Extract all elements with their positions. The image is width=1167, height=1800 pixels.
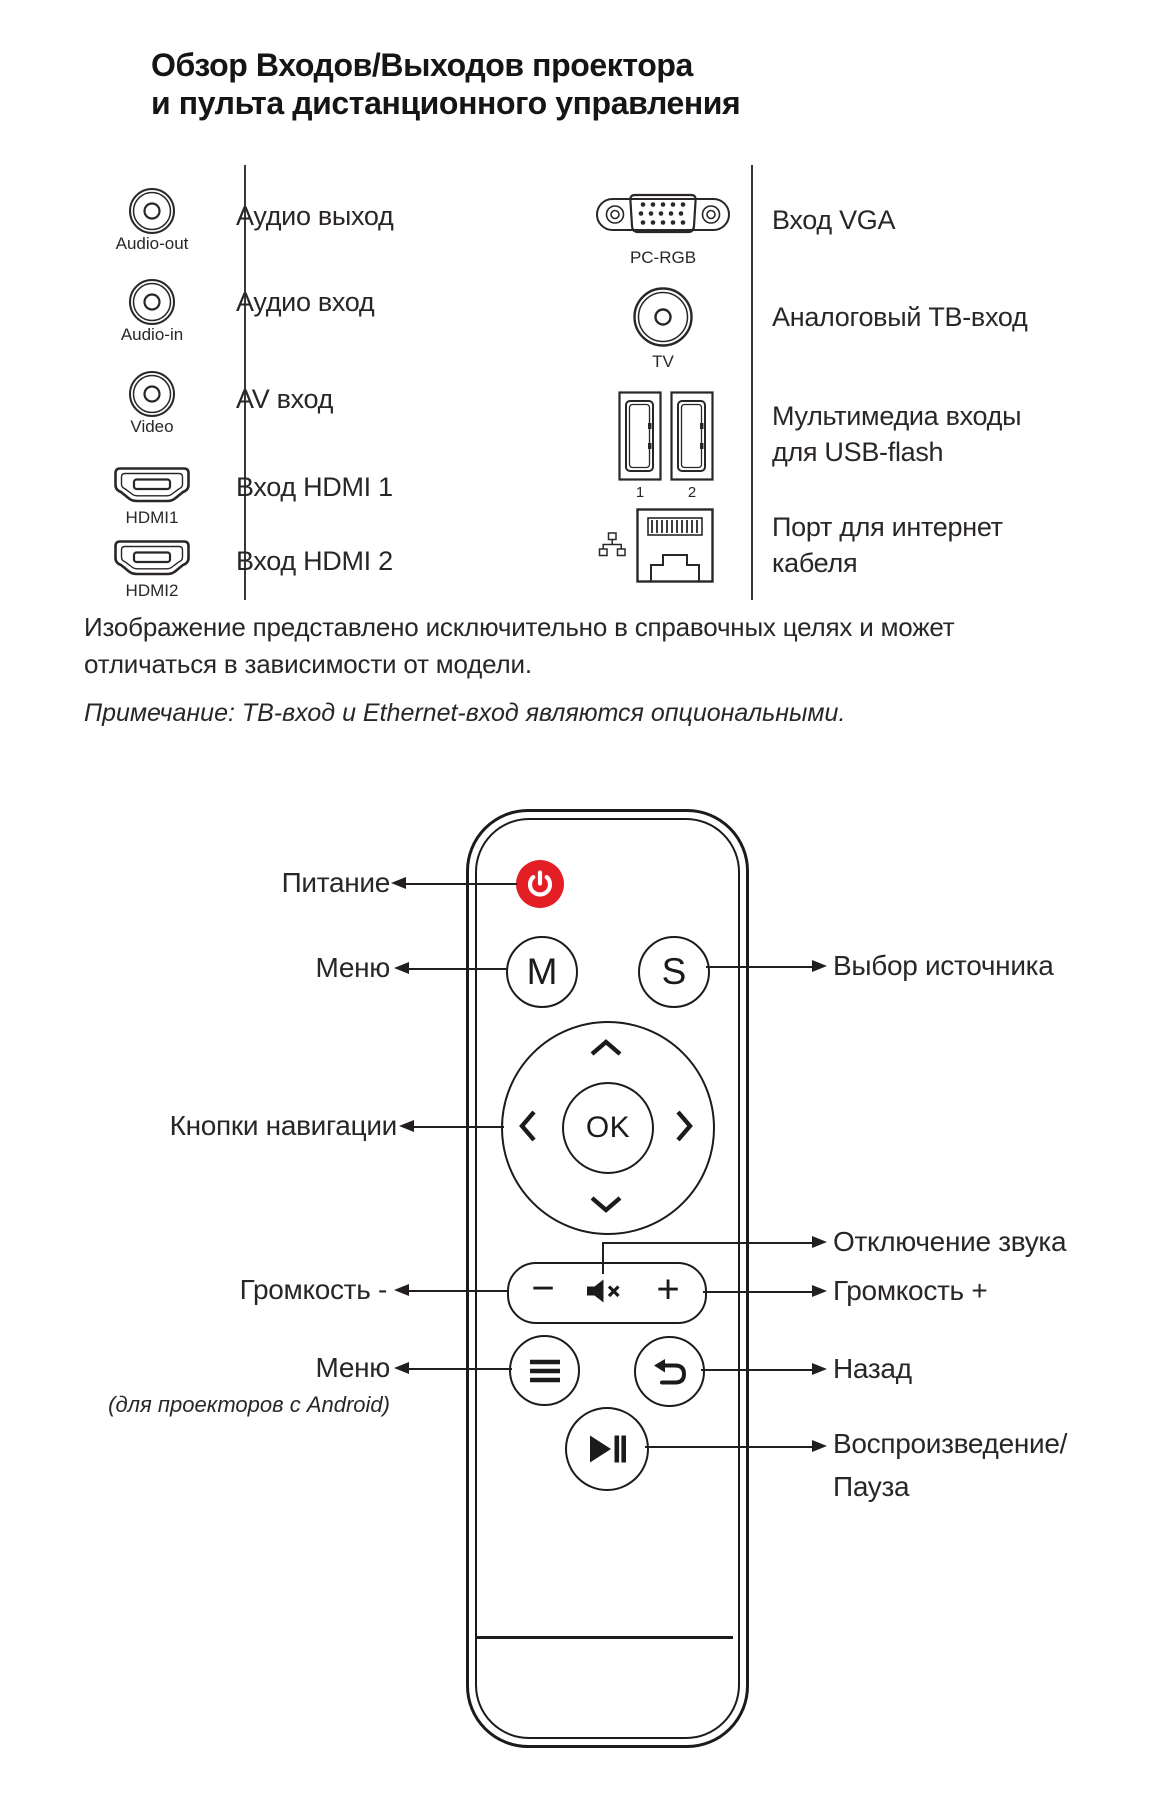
arrow-line-mute (602, 1242, 812, 1244)
vga-icon (594, 186, 732, 244)
play-pause-button (565, 1407, 649, 1491)
audio-in-label: Аудио вход (236, 287, 375, 317)
label-volume-up: Громкость + (833, 1275, 988, 1306)
arrow-head-mute (812, 1236, 827, 1248)
nav-left-icon (518, 1108, 538, 1144)
usb-port2-icon (670, 391, 714, 481)
arrow-head-volume-up (812, 1285, 827, 1297)
nav-down-icon (588, 1194, 624, 1214)
arrow-line-menu-android (407, 1368, 512, 1370)
nav-up-icon (588, 1038, 624, 1058)
page-title-line1: Обзор Входов/Выходов проектора (151, 47, 693, 83)
arrow-line-menu (407, 968, 507, 970)
av-in-label: AV вход (236, 384, 334, 414)
hdmi1-caption: HDMI1 (125, 508, 179, 527)
audio-in-caption: Audio-in (120, 325, 184, 344)
arrow-line-back (701, 1369, 812, 1371)
ethernet-label-line1: Порт для интернет (772, 512, 1003, 542)
back-icon (651, 1355, 689, 1389)
disclaimer-line2: отличаться в зависимости от модели. (84, 649, 532, 679)
label-menu: Меню (315, 952, 390, 983)
power-button (516, 860, 564, 908)
usb-port1-icon (618, 391, 662, 481)
label-play-pause-line1: Воспроизведение/ (833, 1428, 1068, 1459)
ethernet-label-line2: кабеля (772, 548, 858, 578)
label-menu-android-note: (для проекторов с Android) (108, 1392, 390, 1417)
back-button (634, 1336, 705, 1407)
ok-button (562, 1082, 654, 1174)
io-divider-right (751, 165, 753, 600)
audio-out-label: Аудио выход (236, 201, 394, 231)
page-title-line2: и пульта дистанционного управления (151, 85, 741, 121)
mute-icon (585, 1278, 623, 1304)
hamburger-menu-icon (528, 1357, 562, 1385)
remote-bottom-panel-line (477, 1636, 733, 1639)
nav-right-icon (674, 1108, 694, 1144)
disclaimer-line1: Изображение представлено исключительно в справочных целях и может (84, 612, 955, 642)
arrow-line-power (404, 883, 517, 885)
tv-antenna-icon (632, 286, 694, 348)
arrow-line-play-pause (645, 1446, 812, 1448)
ok-label: OK (585, 1111, 631, 1144)
hdmi2-label: Вход HDMI 2 (236, 546, 393, 576)
arrow-line-source (706, 966, 812, 968)
analog-tv-label: Аналоговый ТВ-вход (772, 302, 1028, 332)
android-menu-button (509, 1335, 580, 1406)
hdmi2-icon (113, 539, 191, 577)
menu-m-letter: M (526, 951, 558, 992)
page-title (151, 46, 740, 122)
power-icon (526, 870, 554, 898)
menu-m-button (506, 936, 578, 1008)
rca-audio-in-icon (128, 278, 176, 326)
label-navigation: Кнопки навигации (169, 1110, 397, 1141)
tv-caption: TV (652, 352, 674, 371)
label-play-pause-line2: Пауза (833, 1471, 910, 1502)
usb-label-line1: Мультимедиа входы (772, 401, 1022, 431)
label-source: Выбор источника (833, 950, 1054, 981)
label-mute: Отключение звука (833, 1226, 1067, 1257)
hdmi1-label: Вход HDMI 1 (236, 472, 393, 502)
vga-label: Вход VGA (772, 205, 896, 235)
arrow-line-volume-up (703, 1291, 812, 1293)
rca-audio-out-icon (128, 187, 176, 235)
optional-note: Примечание: ТВ-вход и Ethernet-вход являются опциональными. (84, 699, 846, 727)
arrow-line-volume-down (407, 1290, 509, 1292)
usb-label-line2: для USB-flash (772, 437, 944, 467)
rca-video-icon (128, 370, 176, 418)
arrow-head-back (812, 1363, 827, 1375)
arrow-head-play-pause (812, 1440, 827, 1452)
volume-plus-button: + (656, 1267, 680, 1312)
usb-port2-number: 2 (687, 484, 697, 501)
hdmi2-caption: HDMI2 (125, 581, 179, 600)
source-s-letter: S (661, 951, 687, 992)
label-volume-down: Громкость - (239, 1274, 387, 1305)
label-power: Питание (281, 867, 390, 898)
ethernet-icon (636, 508, 714, 584)
audio-out-caption: Audio-out (115, 234, 189, 253)
video-caption: Video (130, 417, 174, 436)
source-s-button (638, 936, 710, 1008)
label-back: Назад (833, 1353, 912, 1384)
arrow-line-navigation (412, 1126, 504, 1128)
label-menu-android: Меню (315, 1352, 390, 1383)
play-pause-icon (588, 1434, 626, 1464)
pc-rgb-caption: PC-RGB (629, 248, 697, 267)
lan-network-icon (598, 532, 626, 558)
arrow-head-source (812, 960, 827, 972)
volume-minus-button: − (531, 1266, 555, 1311)
usb-port1-number: 1 (635, 484, 645, 501)
hdmi1-icon (113, 466, 191, 504)
arrow-vline-mute (602, 1243, 604, 1274)
